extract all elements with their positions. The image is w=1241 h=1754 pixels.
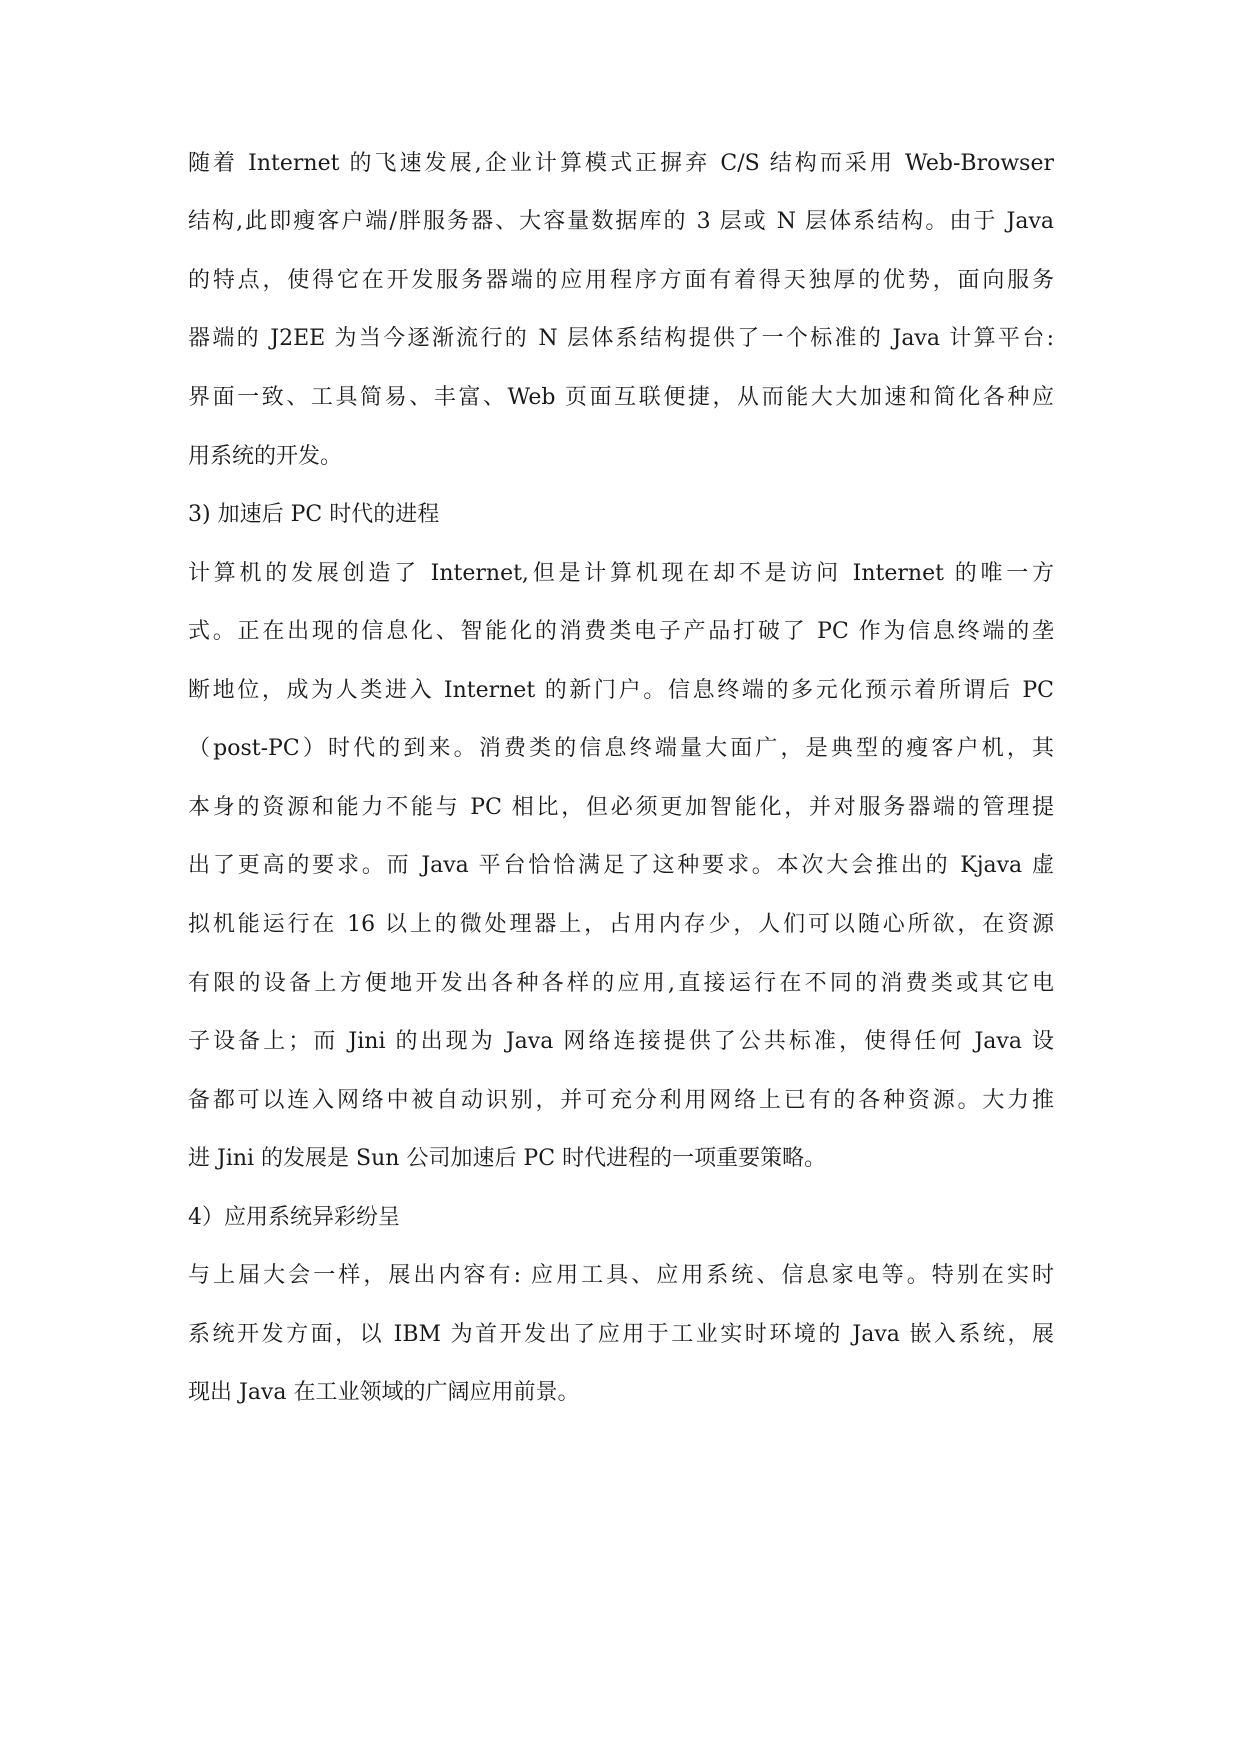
text-line: 器端的 J2EE 为当今逐渐流行的 N 层体系结构提供了一个标准的 Java 计算平台: <box>188 326 1054 351</box>
text-line: 结构,此即瘦客户端/胖服务器、大容量数据库的 3 层或 N 层体系结构。由于 Java <box>188 209 1054 234</box>
text-line: 现出 Java 在工业领域的广阔应用前景。 <box>188 1380 580 1405</box>
text-line: 子设备上；而 Jini 的出现为 Java 网络连接提供了公共标准，使得任何 Java 设 <box>188 1029 1054 1054</box>
text-line: 计算机的发展创造了 Internet,但是计算机现在却不是访问 Internet 的唯一方 <box>188 561 1054 586</box>
section-heading: 3) 加速后 PC 时代的进程 <box>188 502 440 527</box>
text-line: 随着 Internet 的飞速发展,企业计算模式正摒弃 C/S 结构而采用 Web-Browser <box>188 151 1054 176</box>
text-line: 拟机能运行在 16 以上的微处理器上，占用内存少，人们可以随心所欲，在资源 <box>188 912 1054 937</box>
text-line: 本身的资源和能力不能与 PC 相比，但必须更加智能化，并对服务器端的管理提 <box>188 795 1054 820</box>
text-line: （post-PC）时代的到来。消费类的信息终端量大面广，是典型的瘦客户机，其 <box>188 736 1054 761</box>
text-line: 备都可以连入网络中被自动识别，并可充分利用网络上已有的各种资源。大力推 <box>188 1088 1054 1113</box>
text-line: 式。正在出现的信息化、智能化的消费类电子产品打破了 PC 作为信息终端的垄 <box>188 619 1054 644</box>
text-line: 系统开发方面，以 IBM 为首开发出了应用于工业实时环境的 Java 嵌入系统，展 <box>188 1322 1054 1347</box>
text-line: 用系统的开发。 <box>188 444 343 469</box>
text-line: 与上届大会一样，展出内容有: 应用工具、应用系统、信息家电等。特别在实时 <box>188 1263 1054 1288</box>
text-line: 进 Jini 的发展是 Sun 公司加速后 PC 时代进程的一项重要策略。 <box>188 1146 827 1171</box>
section-heading: 4）应用系统异彩纷呈 <box>188 1205 400 1230</box>
text-line: 界面一致、工具简易、丰富、Web 页面互联便捷，从而能大大加速和简化各种应 <box>188 385 1054 410</box>
text-line: 有限的设备上方便地开发出各种各样的应用,直接运行在不同的消费类或其它电 <box>188 971 1054 996</box>
text-line: 的特点，使得它在开发服务器端的应用程序方面有着得天独厚的优势，面向服务 <box>188 268 1054 293</box>
text-line: 出了更高的要求。而 Java 平台恰恰满足了这种要求。本次大会推出的 Kjava 虚 <box>188 853 1054 878</box>
text-line: 断地位，成为人类进入 Internet 的新门户。信息终端的多元化预示着所谓后 PC <box>188 678 1054 703</box>
